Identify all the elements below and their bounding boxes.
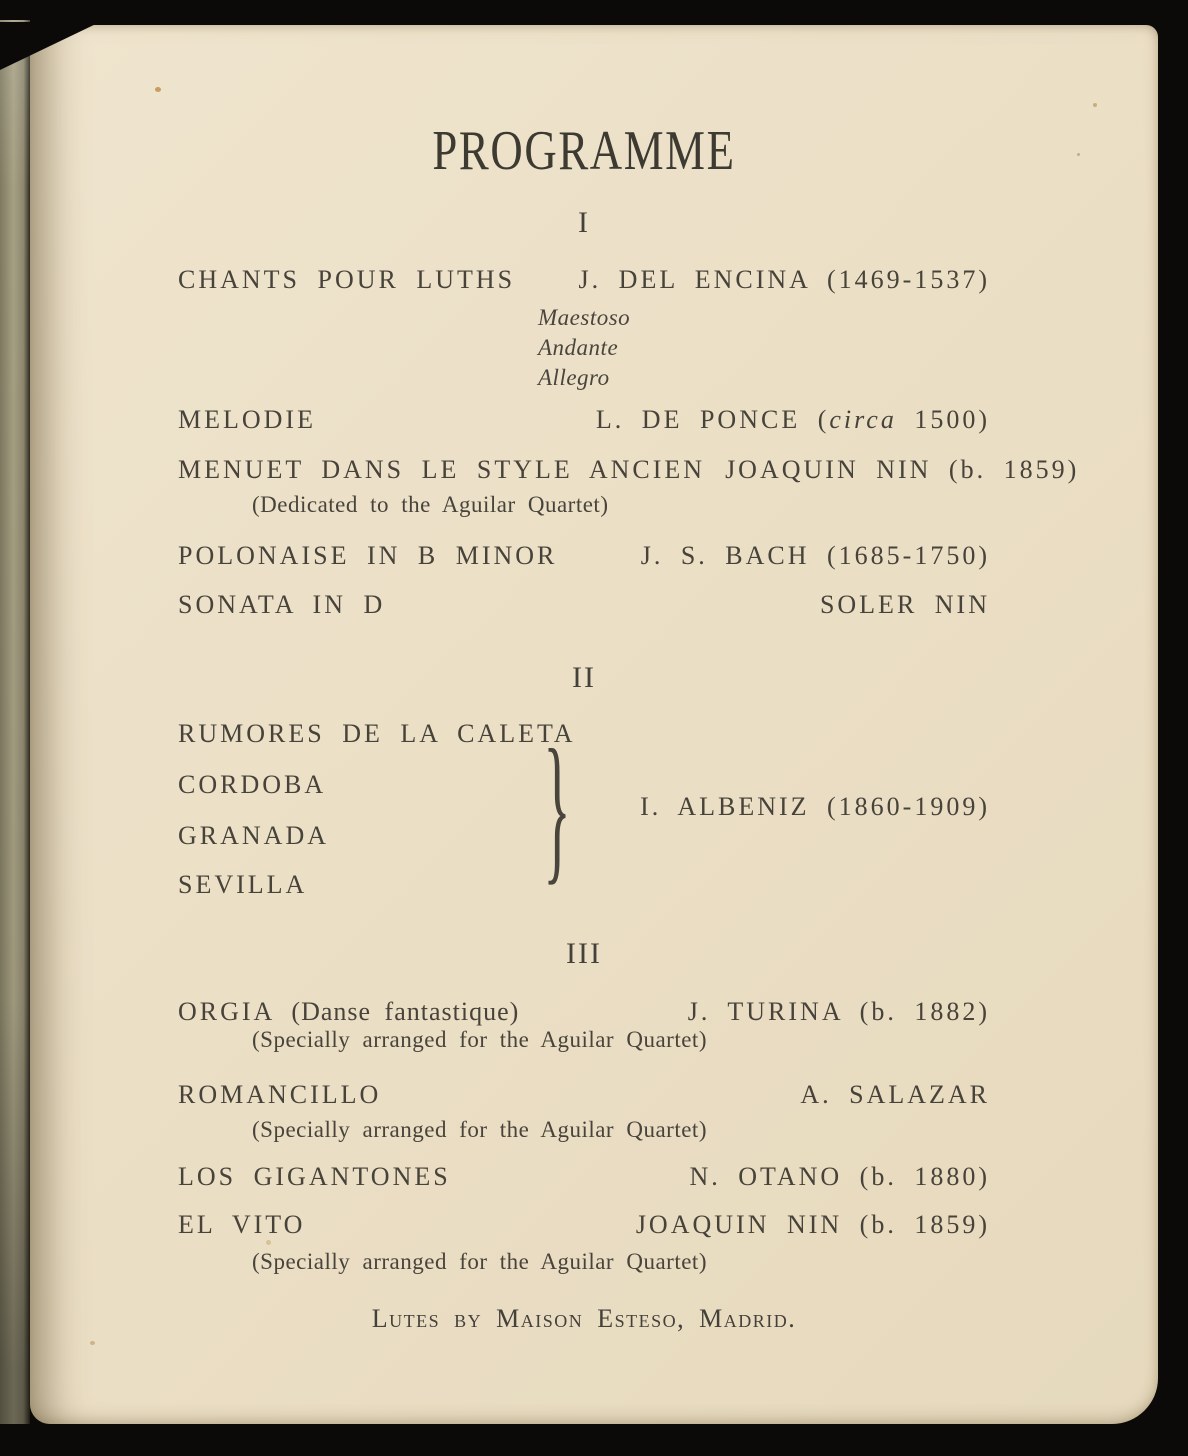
programme-item-orgia <box>178 999 990 1025</box>
section-numeral-2: II <box>572 661 596 694</box>
arrangement-note: (Specially arranged for the Aguilar Quartet) <box>252 1027 707 1052</box>
work-title: CHANTS POUR LUTHS <box>178 265 516 294</box>
arrangement-note: (Specially arranged for the Aguilar Quartet) <box>252 1117 707 1142</box>
foxing-speck <box>155 87 161 92</box>
work-title: ROMANCILLO <box>178 1080 382 1109</box>
work-title: LOS GIGANTONES <box>178 1162 451 1191</box>
foxing-speck <box>90 1341 95 1345</box>
work-title-rumores: RUMORES DE LA CALETA <box>178 719 576 748</box>
page-title: PROGRAMME <box>432 120 736 182</box>
programme-item-menuet <box>178 455 1080 484</box>
arrangement-note: (Specially arranged for the Aguilar Quartet) <box>252 1249 707 1274</box>
work-title: POLONAISE IN B MINOR <box>178 541 558 570</box>
composer-credit-part: 1500) <box>896 405 990 434</box>
foxing-speck <box>1093 103 1097 107</box>
composer-credit: JOAQUIN NIN (b. 1859) <box>725 455 1080 484</box>
programme-item-sonata <box>178 592 990 618</box>
programme-page <box>30 25 1158 1424</box>
footer-credit: Lutes by Maison Esteso, Madrid. <box>371 1304 797 1333</box>
composer-credit-part: L. DE PONCE ( <box>595 405 830 434</box>
movement-tempo: Allegro <box>538 365 610 390</box>
programme-item-chants <box>178 267 990 293</box>
programme-item-polonaise <box>178 543 990 569</box>
grouping-brace: } <box>543 716 571 899</box>
composer-credit: J. TURINA (b. 1882) <box>687 997 990 1026</box>
composer-credit: I. ALBENIZ (1860-1909) <box>640 792 990 821</box>
work-title: MELODIE <box>178 405 316 434</box>
programme-group-composer <box>178 794 990 820</box>
composer-credit: SOLER NIN <box>819 590 990 619</box>
programme-item-romancillo <box>178 1082 990 1108</box>
arrangement-note: (Dedicated to the Aguilar Quartet) <box>252 492 609 517</box>
composer-credit <box>596 407 990 433</box>
movement-tempo: Andante <box>538 335 619 360</box>
work-title-subtitle: (Danse fantastique) <box>291 997 520 1026</box>
composer-credit: A. SALAZAR <box>800 1080 990 1109</box>
work-title <box>178 999 519 1025</box>
work-title: EL VITO <box>178 1210 306 1239</box>
composer-credit: JOAQUIN NIN (b. 1859) <box>635 1210 990 1239</box>
movement-tempo: Maestoso <box>538 305 631 330</box>
programme-item-elvito <box>178 1212 990 1238</box>
work-title-granada: GRANADA <box>178 821 329 850</box>
composer-credit-circa: circa <box>829 405 897 434</box>
work-title: SONATA IN D <box>178 590 386 619</box>
section-numeral-1: I <box>578 206 590 239</box>
composer-credit: J. DEL ENCINA (1469-1537) <box>578 265 990 294</box>
programme-item-melodie <box>178 407 990 433</box>
work-title: MENUET DANS LE STYLE ANCIEN <box>178 455 706 484</box>
work-title-caps: ORGIA <box>178 997 274 1026</box>
composer-credit: J. S. BACH (1685-1750) <box>640 541 990 570</box>
section-numeral-3: III <box>566 937 602 970</box>
work-title-sevilla: SEVILLA <box>178 870 308 899</box>
composer-credit: N. OTANO (b. 1880) <box>689 1162 990 1191</box>
programme-item-gigantones <box>178 1164 990 1190</box>
book-spine-edge <box>0 20 30 1424</box>
foxing-speck <box>1077 153 1080 156</box>
work-title-cordoba: CORDOBA <box>178 770 327 799</box>
foxing-speck <box>266 1240 271 1245</box>
